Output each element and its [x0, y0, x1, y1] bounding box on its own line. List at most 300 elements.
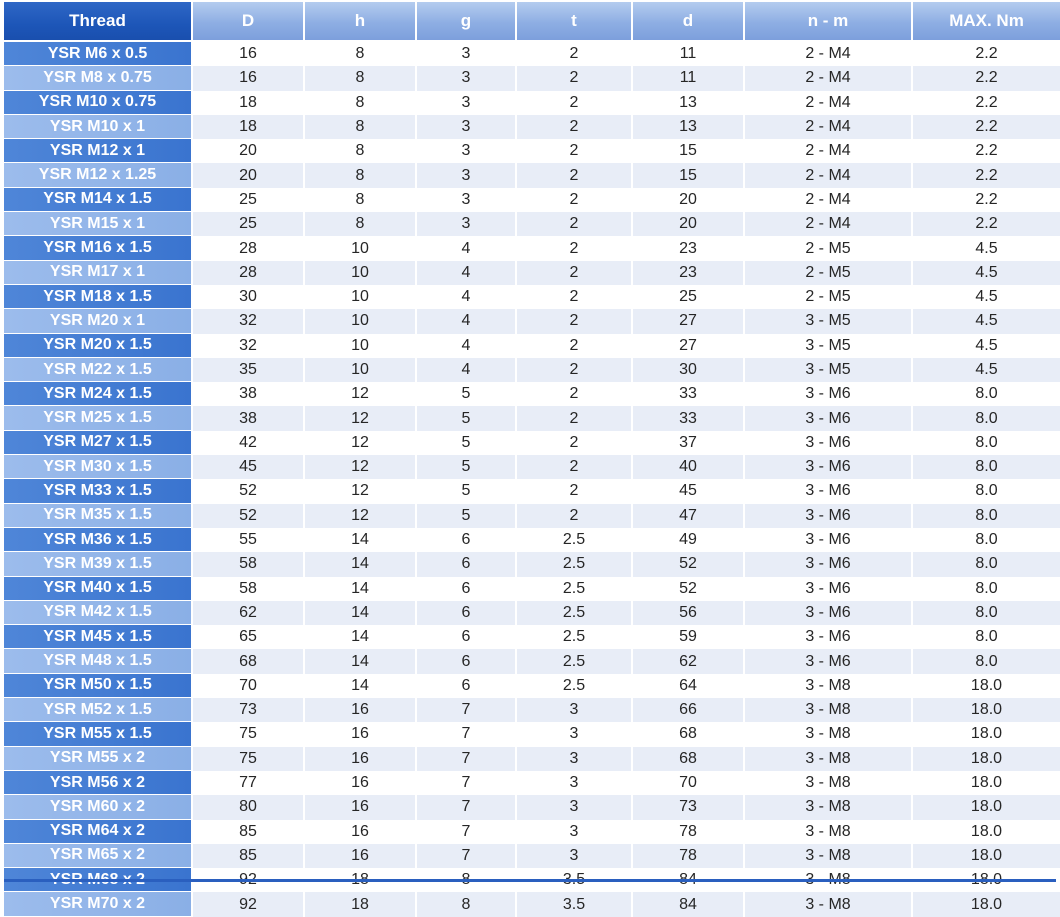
h-cell: 8 [305, 66, 415, 90]
max-nm-cell: 8.0 [913, 455, 1060, 479]
header-n-m: n - m [745, 2, 911, 42]
h-cell: 10 [305, 334, 415, 358]
header-h: h [305, 2, 415, 42]
d-outer-cell: 16 [193, 42, 303, 66]
table-row [4, 722, 1060, 746]
t-cell: 2 [517, 42, 631, 66]
max-nm-cell: 2.2 [913, 139, 1060, 163]
h-cell: 14 [305, 649, 415, 673]
header-d-inner: d [633, 2, 743, 42]
table-row [4, 455, 1060, 479]
d-inner-cell: 45 [633, 479, 743, 503]
max-nm-cell: 4.5 [913, 285, 1060, 309]
d-inner-cell: 68 [633, 722, 743, 746]
d-inner-cell: 66 [633, 698, 743, 722]
max-nm-cell: 2.2 [913, 212, 1060, 236]
d-inner-cell: 73 [633, 795, 743, 819]
n-m-cell: 2 - M5 [745, 285, 911, 309]
max-nm-cell: 4.5 [913, 309, 1060, 333]
t-cell: 2 [517, 236, 631, 260]
table-row [4, 91, 1060, 115]
d-outer-cell: 42 [193, 431, 303, 455]
n-m-cell: 3 - M8 [745, 698, 911, 722]
h-cell: 16 [305, 747, 415, 771]
n-m-cell: 2 - M4 [745, 139, 911, 163]
d-outer-cell: 75 [193, 747, 303, 771]
d-outer-cell: 77 [193, 771, 303, 795]
thread-cell: YSR M18 x 1.5 [4, 285, 191, 309]
n-m-cell: 3 - M6 [745, 625, 911, 649]
g-cell: 4 [417, 334, 515, 358]
n-m-cell: 3 - M6 [745, 455, 911, 479]
g-cell: 3 [417, 91, 515, 115]
header-thread: Thread [4, 2, 191, 42]
thread-cell: YSR M48 x 1.5 [4, 649, 191, 673]
d-inner-cell: 11 [633, 42, 743, 66]
max-nm-cell: 18.0 [913, 722, 1060, 746]
g-cell: 7 [417, 771, 515, 795]
max-nm-cell: 18.0 [913, 747, 1060, 771]
h-cell: 14 [305, 528, 415, 552]
h-cell: 14 [305, 674, 415, 698]
table-row [4, 431, 1060, 455]
d-inner-cell: 68 [633, 747, 743, 771]
n-m-cell: 3 - M5 [745, 334, 911, 358]
table-row [4, 309, 1060, 333]
thread-cell: YSR M30 x 1.5 [4, 455, 191, 479]
t-cell: 2 [517, 188, 631, 212]
d-inner-cell: 70 [633, 771, 743, 795]
thread-spec-table [2, 2, 1060, 917]
t-cell: 3 [517, 722, 631, 746]
n-m-cell: 2 - M4 [745, 66, 911, 90]
g-cell: 3 [417, 115, 515, 139]
h-cell: 16 [305, 698, 415, 722]
n-m-cell: 3 - M8 [745, 892, 911, 916]
h-cell: 10 [305, 236, 415, 260]
d-inner-cell: 33 [633, 406, 743, 430]
max-nm-cell: 2.2 [913, 66, 1060, 90]
t-cell: 2.5 [517, 528, 631, 552]
d-inner-cell: 37 [633, 431, 743, 455]
d-inner-cell: 15 [633, 139, 743, 163]
thread-cell: YSR M8 x 0.75 [4, 66, 191, 90]
h-cell: 12 [305, 382, 415, 406]
d-outer-cell: 45 [193, 455, 303, 479]
thread-cell: YSR M42 x 1.5 [4, 601, 191, 625]
t-cell: 2 [517, 358, 631, 382]
d-inner-cell: 27 [633, 334, 743, 358]
n-m-cell: 3 - M8 [745, 771, 911, 795]
table-row [4, 820, 1060, 844]
n-m-cell: 3 - M5 [745, 309, 911, 333]
max-nm-cell: 4.5 [913, 236, 1060, 260]
thread-cell: YSR M17 x 1 [4, 261, 191, 285]
n-m-cell: 2 - M4 [745, 212, 911, 236]
t-cell: 2.5 [517, 649, 631, 673]
n-m-cell: 3 - M6 [745, 552, 911, 576]
max-nm-cell: 8.0 [913, 504, 1060, 528]
max-nm-cell: 18.0 [913, 844, 1060, 868]
table-row [4, 625, 1060, 649]
g-cell: 5 [417, 431, 515, 455]
h-cell: 14 [305, 625, 415, 649]
table-row [4, 504, 1060, 528]
h-cell: 10 [305, 261, 415, 285]
d-inner-cell: 47 [633, 504, 743, 528]
table-row [4, 358, 1060, 382]
thread-cell: YSR M20 x 1 [4, 309, 191, 333]
table-row [4, 261, 1060, 285]
table-row [4, 285, 1060, 309]
d-outer-cell: 70 [193, 674, 303, 698]
t-cell: 3.5 [517, 892, 631, 916]
g-cell: 3 [417, 163, 515, 187]
h-cell: 10 [305, 285, 415, 309]
d-outer-cell: 18 [193, 91, 303, 115]
t-cell: 2 [517, 382, 631, 406]
n-m-cell: 3 - M8 [745, 820, 911, 844]
d-outer-cell: 25 [193, 212, 303, 236]
h-cell: 8 [305, 163, 415, 187]
thread-cell: YSR M6 x 0.5 [4, 42, 191, 66]
thread-cell: YSR M14 x 1.5 [4, 188, 191, 212]
t-cell: 3 [517, 698, 631, 722]
d-inner-cell: 52 [633, 552, 743, 576]
header-row [4, 2, 1060, 42]
thread-cell: YSR M12 x 1 [4, 139, 191, 163]
d-outer-cell: 28 [193, 261, 303, 285]
d-inner-cell: 13 [633, 91, 743, 115]
table-row [4, 139, 1060, 163]
d-inner-cell: 23 [633, 261, 743, 285]
n-m-cell: 3 - M6 [745, 577, 911, 601]
n-m-cell: 3 - M8 [745, 844, 911, 868]
t-cell: 2 [517, 115, 631, 139]
n-m-cell: 3 - M8 [745, 674, 911, 698]
g-cell: 5 [417, 382, 515, 406]
g-cell: 4 [417, 309, 515, 333]
h-cell: 10 [305, 358, 415, 382]
d-inner-cell: 27 [633, 309, 743, 333]
d-outer-cell: 92 [193, 892, 303, 916]
g-cell: 7 [417, 795, 515, 819]
t-cell: 2.5 [517, 674, 631, 698]
table-body [4, 42, 1060, 917]
d-outer-cell: 35 [193, 358, 303, 382]
t-cell: 2 [517, 212, 631, 236]
d-outer-cell: 55 [193, 528, 303, 552]
max-nm-cell: 2.2 [913, 188, 1060, 212]
max-nm-cell: 18.0 [913, 674, 1060, 698]
h-cell: 16 [305, 795, 415, 819]
table-row [4, 844, 1060, 868]
d-outer-cell: 65 [193, 625, 303, 649]
thread-cell: YSR M56 x 2 [4, 771, 191, 795]
max-nm-cell: 8.0 [913, 649, 1060, 673]
thread-cell: YSR M24 x 1.5 [4, 382, 191, 406]
table-row [4, 212, 1060, 236]
h-cell: 18 [305, 892, 415, 916]
t-cell: 2.5 [517, 625, 631, 649]
table-row [4, 649, 1060, 673]
d-inner-cell: 64 [633, 674, 743, 698]
thread-cell: YSR M55 x 1.5 [4, 722, 191, 746]
g-cell: 6 [417, 601, 515, 625]
header-t: t [517, 2, 631, 42]
h-cell: 8 [305, 91, 415, 115]
table-row [4, 747, 1060, 771]
d-inner-cell: 49 [633, 528, 743, 552]
d-outer-cell: 20 [193, 163, 303, 187]
thread-cell: YSR M10 x 0.75 [4, 91, 191, 115]
thread-cell: YSR M65 x 2 [4, 844, 191, 868]
g-cell: 6 [417, 577, 515, 601]
t-cell: 2 [517, 66, 631, 90]
d-inner-cell: 84 [633, 892, 743, 916]
d-outer-cell: 75 [193, 722, 303, 746]
d-inner-cell: 40 [633, 455, 743, 479]
d-inner-cell: 23 [633, 236, 743, 260]
t-cell: 2 [517, 91, 631, 115]
thread-cell: YSR M70 x 2 [4, 892, 191, 916]
g-cell: 4 [417, 358, 515, 382]
d-outer-cell: 85 [193, 820, 303, 844]
d-inner-cell: 25 [633, 285, 743, 309]
max-nm-cell: 18.0 [913, 892, 1060, 916]
g-cell: 6 [417, 528, 515, 552]
d-outer-cell: 80 [193, 795, 303, 819]
g-cell: 8 [417, 892, 515, 916]
h-cell: 16 [305, 771, 415, 795]
thread-cell: YSR M16 x 1.5 [4, 236, 191, 260]
h-cell: 8 [305, 115, 415, 139]
max-nm-cell: 4.5 [913, 334, 1060, 358]
n-m-cell: 2 - M5 [745, 236, 911, 260]
d-outer-cell: 16 [193, 66, 303, 90]
t-cell: 2.5 [517, 601, 631, 625]
thread-cell: YSR M60 x 2 [4, 795, 191, 819]
g-cell: 6 [417, 649, 515, 673]
header-d-outer: D [193, 2, 303, 42]
thread-cell: YSR M52 x 1.5 [4, 698, 191, 722]
d-outer-cell: 38 [193, 406, 303, 430]
d-outer-cell: 58 [193, 577, 303, 601]
d-outer-cell: 28 [193, 236, 303, 260]
d-outer-cell: 32 [193, 334, 303, 358]
h-cell: 8 [305, 212, 415, 236]
d-outer-cell: 68 [193, 649, 303, 673]
table-row [4, 892, 1060, 916]
d-outer-cell: 38 [193, 382, 303, 406]
g-cell: 6 [417, 552, 515, 576]
d-inner-cell: 56 [633, 601, 743, 625]
g-cell: 3 [417, 188, 515, 212]
n-m-cell: 3 - M6 [745, 406, 911, 430]
d-inner-cell: 20 [633, 188, 743, 212]
table-row [4, 601, 1060, 625]
n-m-cell: 3 - M8 [745, 722, 911, 746]
h-cell: 12 [305, 406, 415, 430]
max-nm-cell: 18.0 [913, 820, 1060, 844]
table-row [4, 552, 1060, 576]
max-nm-cell: 2.2 [913, 91, 1060, 115]
d-outer-cell: 30 [193, 285, 303, 309]
thread-cell: YSR M50 x 1.5 [4, 674, 191, 698]
max-nm-cell: 8.0 [913, 552, 1060, 576]
g-cell: 5 [417, 479, 515, 503]
h-cell: 16 [305, 820, 415, 844]
thread-cell: YSR M33 x 1.5 [4, 479, 191, 503]
t-cell: 3 [517, 844, 631, 868]
d-inner-cell: 59 [633, 625, 743, 649]
thread-cell: YSR M10 x 1 [4, 115, 191, 139]
table-row [4, 406, 1060, 430]
table-row [4, 334, 1060, 358]
g-cell: 4 [417, 236, 515, 260]
table-row [4, 163, 1060, 187]
thread-cell: YSR M25 x 1.5 [4, 406, 191, 430]
max-nm-cell: 8.0 [913, 431, 1060, 455]
table-row [4, 382, 1060, 406]
n-m-cell: 3 - M8 [745, 747, 911, 771]
d-inner-cell: 30 [633, 358, 743, 382]
max-nm-cell: 8.0 [913, 577, 1060, 601]
thread-cell: YSR M55 x 2 [4, 747, 191, 771]
max-nm-cell: 18.0 [913, 771, 1060, 795]
g-cell: 6 [417, 625, 515, 649]
d-inner-cell: 33 [633, 382, 743, 406]
table-row [4, 795, 1060, 819]
h-cell: 14 [305, 552, 415, 576]
g-cell: 5 [417, 455, 515, 479]
g-cell: 7 [417, 698, 515, 722]
table-row [4, 66, 1060, 90]
n-m-cell: 2 - M4 [745, 91, 911, 115]
g-cell: 7 [417, 844, 515, 868]
t-cell: 2 [517, 431, 631, 455]
n-m-cell: 2 - M4 [745, 188, 911, 212]
t-cell: 2 [517, 479, 631, 503]
d-outer-cell: 52 [193, 504, 303, 528]
max-nm-cell: 2.2 [913, 163, 1060, 187]
g-cell: 4 [417, 261, 515, 285]
d-outer-cell: 32 [193, 309, 303, 333]
thread-cell: YSR M27 x 1.5 [4, 431, 191, 455]
h-cell: 14 [305, 601, 415, 625]
t-cell: 3 [517, 747, 631, 771]
g-cell: 6 [417, 674, 515, 698]
header-max-nm: MAX. Nm [913, 2, 1060, 42]
table-row [4, 674, 1060, 698]
t-cell: 3 [517, 795, 631, 819]
thread-cell: YSR M22 x 1.5 [4, 358, 191, 382]
header-g: g [417, 2, 515, 42]
h-cell: 8 [305, 139, 415, 163]
d-outer-cell: 52 [193, 479, 303, 503]
h-cell: 10 [305, 309, 415, 333]
n-m-cell: 3 - M6 [745, 431, 911, 455]
t-cell: 2 [517, 285, 631, 309]
max-nm-cell: 8.0 [913, 382, 1060, 406]
t-cell: 2 [517, 406, 631, 430]
g-cell: 3 [417, 212, 515, 236]
h-cell: 12 [305, 479, 415, 503]
max-nm-cell: 4.5 [913, 358, 1060, 382]
h-cell: 8 [305, 188, 415, 212]
n-m-cell: 3 - M6 [745, 382, 911, 406]
table-row [4, 771, 1060, 795]
t-cell: 2 [517, 334, 631, 358]
t-cell: 2.5 [517, 552, 631, 576]
t-cell: 3 [517, 771, 631, 795]
g-cell: 7 [417, 820, 515, 844]
n-m-cell: 3 - M6 [745, 649, 911, 673]
max-nm-cell: 2.2 [913, 115, 1060, 139]
g-cell: 7 [417, 747, 515, 771]
thread-cell: YSR M64 x 2 [4, 820, 191, 844]
n-m-cell: 3 - M6 [745, 479, 911, 503]
d-inner-cell: 78 [633, 820, 743, 844]
table-row [4, 188, 1060, 212]
max-nm-cell: 8.0 [913, 601, 1060, 625]
h-cell: 12 [305, 455, 415, 479]
d-inner-cell: 11 [633, 66, 743, 90]
d-outer-cell: 20 [193, 139, 303, 163]
table-row [4, 528, 1060, 552]
table-row [4, 236, 1060, 260]
table-row [4, 42, 1060, 66]
h-cell: 12 [305, 431, 415, 455]
g-cell: 5 [417, 406, 515, 430]
g-cell: 3 [417, 42, 515, 66]
t-cell: 2 [517, 163, 631, 187]
g-cell: 7 [417, 722, 515, 746]
n-m-cell: 3 - M8 [745, 795, 911, 819]
d-inner-cell: 13 [633, 115, 743, 139]
max-nm-cell: 4.5 [913, 261, 1060, 285]
t-cell: 2 [517, 504, 631, 528]
thread-cell: YSR M39 x 1.5 [4, 552, 191, 576]
d-inner-cell: 62 [633, 649, 743, 673]
t-cell: 3 [517, 820, 631, 844]
table-row [4, 479, 1060, 503]
max-nm-cell: 8.0 [913, 406, 1060, 430]
d-inner-cell: 52 [633, 577, 743, 601]
max-nm-cell: 8.0 [913, 528, 1060, 552]
max-nm-cell: 18.0 [913, 698, 1060, 722]
d-outer-cell: 62 [193, 601, 303, 625]
thread-cell: YSR M36 x 1.5 [4, 528, 191, 552]
h-cell: 12 [305, 504, 415, 528]
d-outer-cell: 58 [193, 552, 303, 576]
thread-cell: YSR M35 x 1.5 [4, 504, 191, 528]
t-cell: 2 [517, 139, 631, 163]
n-m-cell: 3 - M5 [745, 358, 911, 382]
max-nm-cell: 8.0 [913, 479, 1060, 503]
d-inner-cell: 78 [633, 844, 743, 868]
h-cell: 8 [305, 42, 415, 66]
t-cell: 2 [517, 309, 631, 333]
d-inner-cell: 15 [633, 163, 743, 187]
n-m-cell: 2 - M4 [745, 115, 911, 139]
h-cell: 14 [305, 577, 415, 601]
thread-cell: YSR M45 x 1.5 [4, 625, 191, 649]
n-m-cell: 2 - M4 [745, 163, 911, 187]
max-nm-cell: 8.0 [913, 625, 1060, 649]
table-row [4, 115, 1060, 139]
n-m-cell: 3 - M6 [745, 601, 911, 625]
